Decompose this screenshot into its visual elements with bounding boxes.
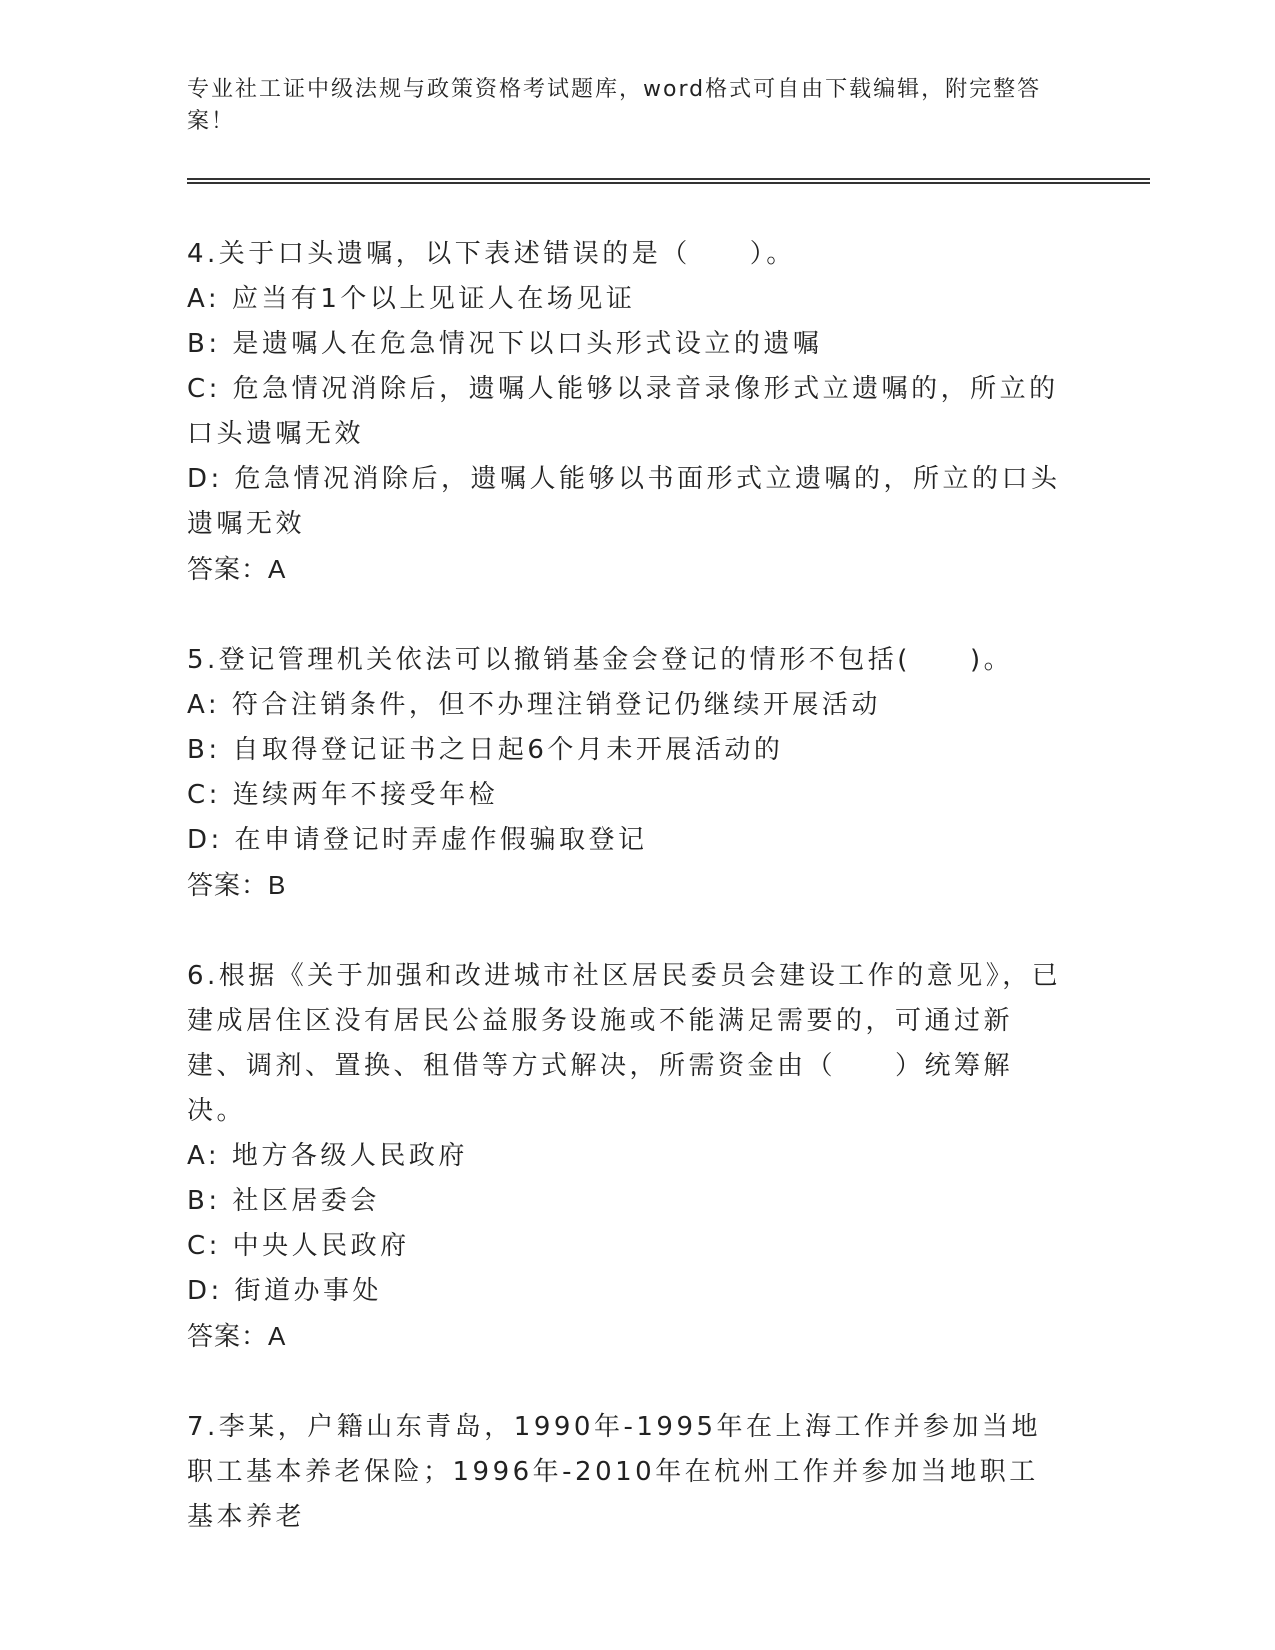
question-stem: 7.李某，户籍山东青岛，1990年-1995年在上海工作并参加当地职工基本养老保险；1996年-2010年在杭州工作并参加当地职工基本养老: [187, 1412, 1042, 1532]
option-a: A: 符合注销条件，但不办理注销登记仍继续开展活动: [187, 690, 881, 720]
question-stem: 5.登记管理机关依法可以撤销基金会登记的情形不包括( )。: [187, 645, 1014, 675]
spacer: [187, 592, 1067, 638]
option-d: D: 在申请登记时弄虚作假骗取登记: [187, 825, 648, 855]
question-stem: 6.根据《关于加强和改进城市社区居民委员会建设工作的意见》，已建成居住区没有居民公益服务设施或不能满足需要的，可通过新建、调剂、置换、租借等方式解决，所需资金由（ ）统筹解决。: [187, 961, 1062, 1126]
spacer: [187, 908, 1067, 954]
option-b: B: 社区居委会: [187, 1186, 380, 1216]
question-7: [187, 1405, 1067, 1540]
answer: 答案：B: [187, 870, 287, 900]
answer: 答案：A: [187, 1321, 287, 1351]
question-list: [187, 232, 1067, 1540]
answer: 答案：A: [187, 554, 287, 584]
option-b: B: 是遗嘱人在危急情况下以口头形式设立的遗嘱: [187, 329, 823, 359]
option-a: A: 地方各级人民政府: [187, 1141, 468, 1171]
option-c: C: 危急情况消除后，遗嘱人能够以录音录像形式立遗嘱的，所立的口头遗嘱无效: [187, 374, 1059, 449]
option-d: D: 街道办事处: [187, 1276, 383, 1306]
header-text: 专业社工证中级法规与政策资格考试题库，word格式可自由下载编辑，附完整答案！: [187, 77, 1042, 134]
question-stem: 4.关于口头遗嘱，以下表述错误的是（ ）。: [187, 239, 796, 269]
question-4: [187, 232, 1067, 592]
header-divider: [187, 178, 1150, 184]
option-c: C: 连续两年不接受年检: [187, 780, 499, 810]
question-5: [187, 638, 1067, 908]
option-d: D: 危急情况消除后，遗嘱人能够以书面形式立遗嘱的，所立的口头遗嘱无效: [187, 464, 1061, 539]
question-6: [187, 954, 1067, 1359]
option-c: C: 中央人民政府: [187, 1231, 410, 1261]
option-a: A: 应当有1个以上见证人在场见证: [187, 284, 636, 314]
option-b: B: 自取得登记证书之日起6个月未开展活动的: [187, 735, 784, 765]
spacer: [187, 1359, 1067, 1405]
